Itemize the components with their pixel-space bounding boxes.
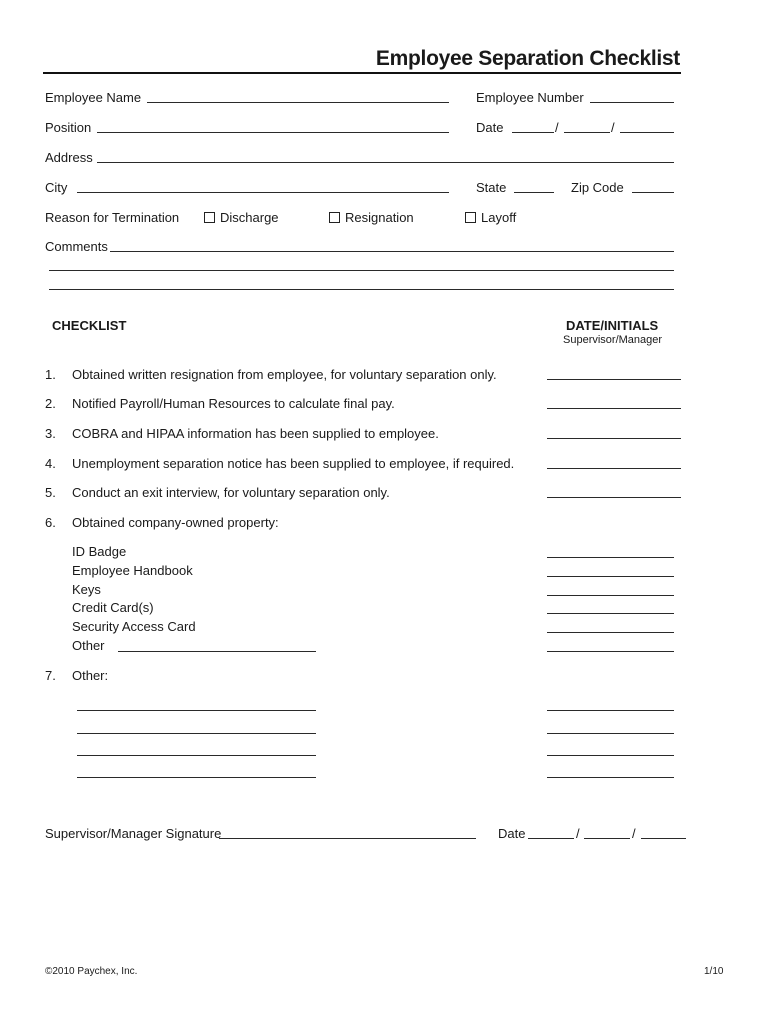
date-year-field[interactable] <box>620 132 674 133</box>
checklist-item: COBRA and HIPAA information has been supplied to employee. <box>72 426 439 441</box>
initials-field[interactable] <box>547 595 674 596</box>
date-separator: / <box>576 826 580 841</box>
initials-field[interactable] <box>547 710 674 711</box>
employee-number-label: Employee Number <box>476 90 584 105</box>
item-number: 1. <box>45 367 56 382</box>
employee-name-field[interactable] <box>147 102 449 103</box>
resignation-label: Resignation <box>345 210 414 225</box>
page-title: Employee Separation Checklist <box>375 47 680 70</box>
layoff-option[interactable] <box>465 210 516 225</box>
title-rule <box>43 72 681 74</box>
city-field[interactable] <box>77 192 449 193</box>
property-item: Security Access Card <box>72 619 196 634</box>
other-item-field[interactable] <box>77 710 316 711</box>
property-item: Other <box>72 638 105 653</box>
property-item: ID Badge <box>72 544 127 559</box>
other-item-field[interactable] <box>77 777 316 778</box>
comments-field[interactable] <box>49 270 674 271</box>
item-number: 7. <box>45 668 56 683</box>
position-label: Position <box>45 120 92 135</box>
zip-label: Zip Code <box>571 180 624 195</box>
comments-field[interactable] <box>49 289 674 290</box>
other-item-field[interactable] <box>77 755 316 756</box>
layoff-label: Layoff <box>481 210 517 225</box>
item-number: 6. <box>45 515 56 530</box>
signature-date-month-field[interactable] <box>528 838 574 839</box>
comments-field[interactable] <box>110 251 674 252</box>
signature-label: Supervisor/Manager Signature <box>45 826 222 841</box>
initials-field[interactable] <box>547 497 681 498</box>
item-number: 2. <box>45 396 56 411</box>
address-label: Address <box>45 150 93 165</box>
signature-field[interactable] <box>219 838 476 839</box>
initials-field[interactable] <box>547 576 674 577</box>
property-item: Employee Handbook <box>72 563 193 578</box>
signature-date-day-field[interactable] <box>584 838 630 839</box>
signature-date-label: Date <box>498 826 526 841</box>
date-label: Date <box>476 120 504 135</box>
date-separator: / <box>555 120 559 135</box>
state-label: State <box>476 180 507 195</box>
date-day-field[interactable] <box>564 132 610 133</box>
resignation-option[interactable] <box>329 210 414 225</box>
address-field[interactable] <box>97 162 674 163</box>
checklist-item: Unemployment separation notice has been supplied to employee, if required. <box>72 456 515 471</box>
page-number: 1/10 <box>704 966 724 977</box>
item-number: 5. <box>45 485 56 500</box>
comments-label: Comments <box>45 239 108 254</box>
date-month-field[interactable] <box>512 132 554 133</box>
item-number: 4. <box>45 456 56 471</box>
other-property-field[interactable] <box>118 651 316 652</box>
initials-field[interactable] <box>547 408 681 409</box>
city-label: City <box>45 180 68 195</box>
signature-date-year-field[interactable] <box>641 838 686 839</box>
copyright: ©2010 Paychex, Inc. <box>45 966 138 977</box>
initials-field[interactable] <box>547 613 674 614</box>
property-item: Credit Card(s) <box>72 600 154 615</box>
initials-field[interactable] <box>547 379 681 380</box>
property-item: Keys <box>72 582 101 597</box>
zip-field[interactable] <box>632 192 674 193</box>
initials-field[interactable] <box>547 438 681 439</box>
initials-field[interactable] <box>547 755 674 756</box>
initials-field[interactable] <box>547 632 674 633</box>
date-initials-subheading: Supervisor/Manager <box>563 334 663 346</box>
initials-field[interactable] <box>547 557 674 558</box>
checkbox-icon[interactable] <box>329 212 340 223</box>
date-initials-heading: DATE/INITIALS <box>566 318 659 333</box>
initials-field[interactable] <box>547 468 681 469</box>
checklist-item: Conduct an exit interview, for voluntary separation only. <box>72 485 390 500</box>
checklist-item: Obtained company-owned property: <box>72 515 279 530</box>
checklist-item: Notified Payroll/Human Resources to calculate final pay. <box>72 396 395 411</box>
state-field[interactable] <box>514 192 554 193</box>
date-separator: / <box>611 120 615 135</box>
checkbox-icon[interactable] <box>465 212 476 223</box>
initials-field[interactable] <box>547 777 674 778</box>
discharge-option[interactable] <box>204 210 279 225</box>
reason-label: Reason for Termination <box>45 210 180 225</box>
employee-number-field[interactable] <box>590 102 674 103</box>
date-separator: / <box>632 826 636 841</box>
other-item-field[interactable] <box>77 733 316 734</box>
position-field[interactable] <box>97 132 449 133</box>
checkbox-icon[interactable] <box>204 212 215 223</box>
employee-name-label: Employee Name <box>45 90 142 105</box>
item-number: 3. <box>45 426 56 441</box>
checklist-heading: CHECKLIST <box>52 318 127 333</box>
initials-field[interactable] <box>547 733 674 734</box>
discharge-label: Discharge <box>220 210 279 225</box>
initials-field[interactable] <box>547 651 674 652</box>
checklist-item: Other: <box>72 668 109 683</box>
checklist-item: Obtained written resignation from employee, for voluntary separation only. <box>72 367 497 382</box>
